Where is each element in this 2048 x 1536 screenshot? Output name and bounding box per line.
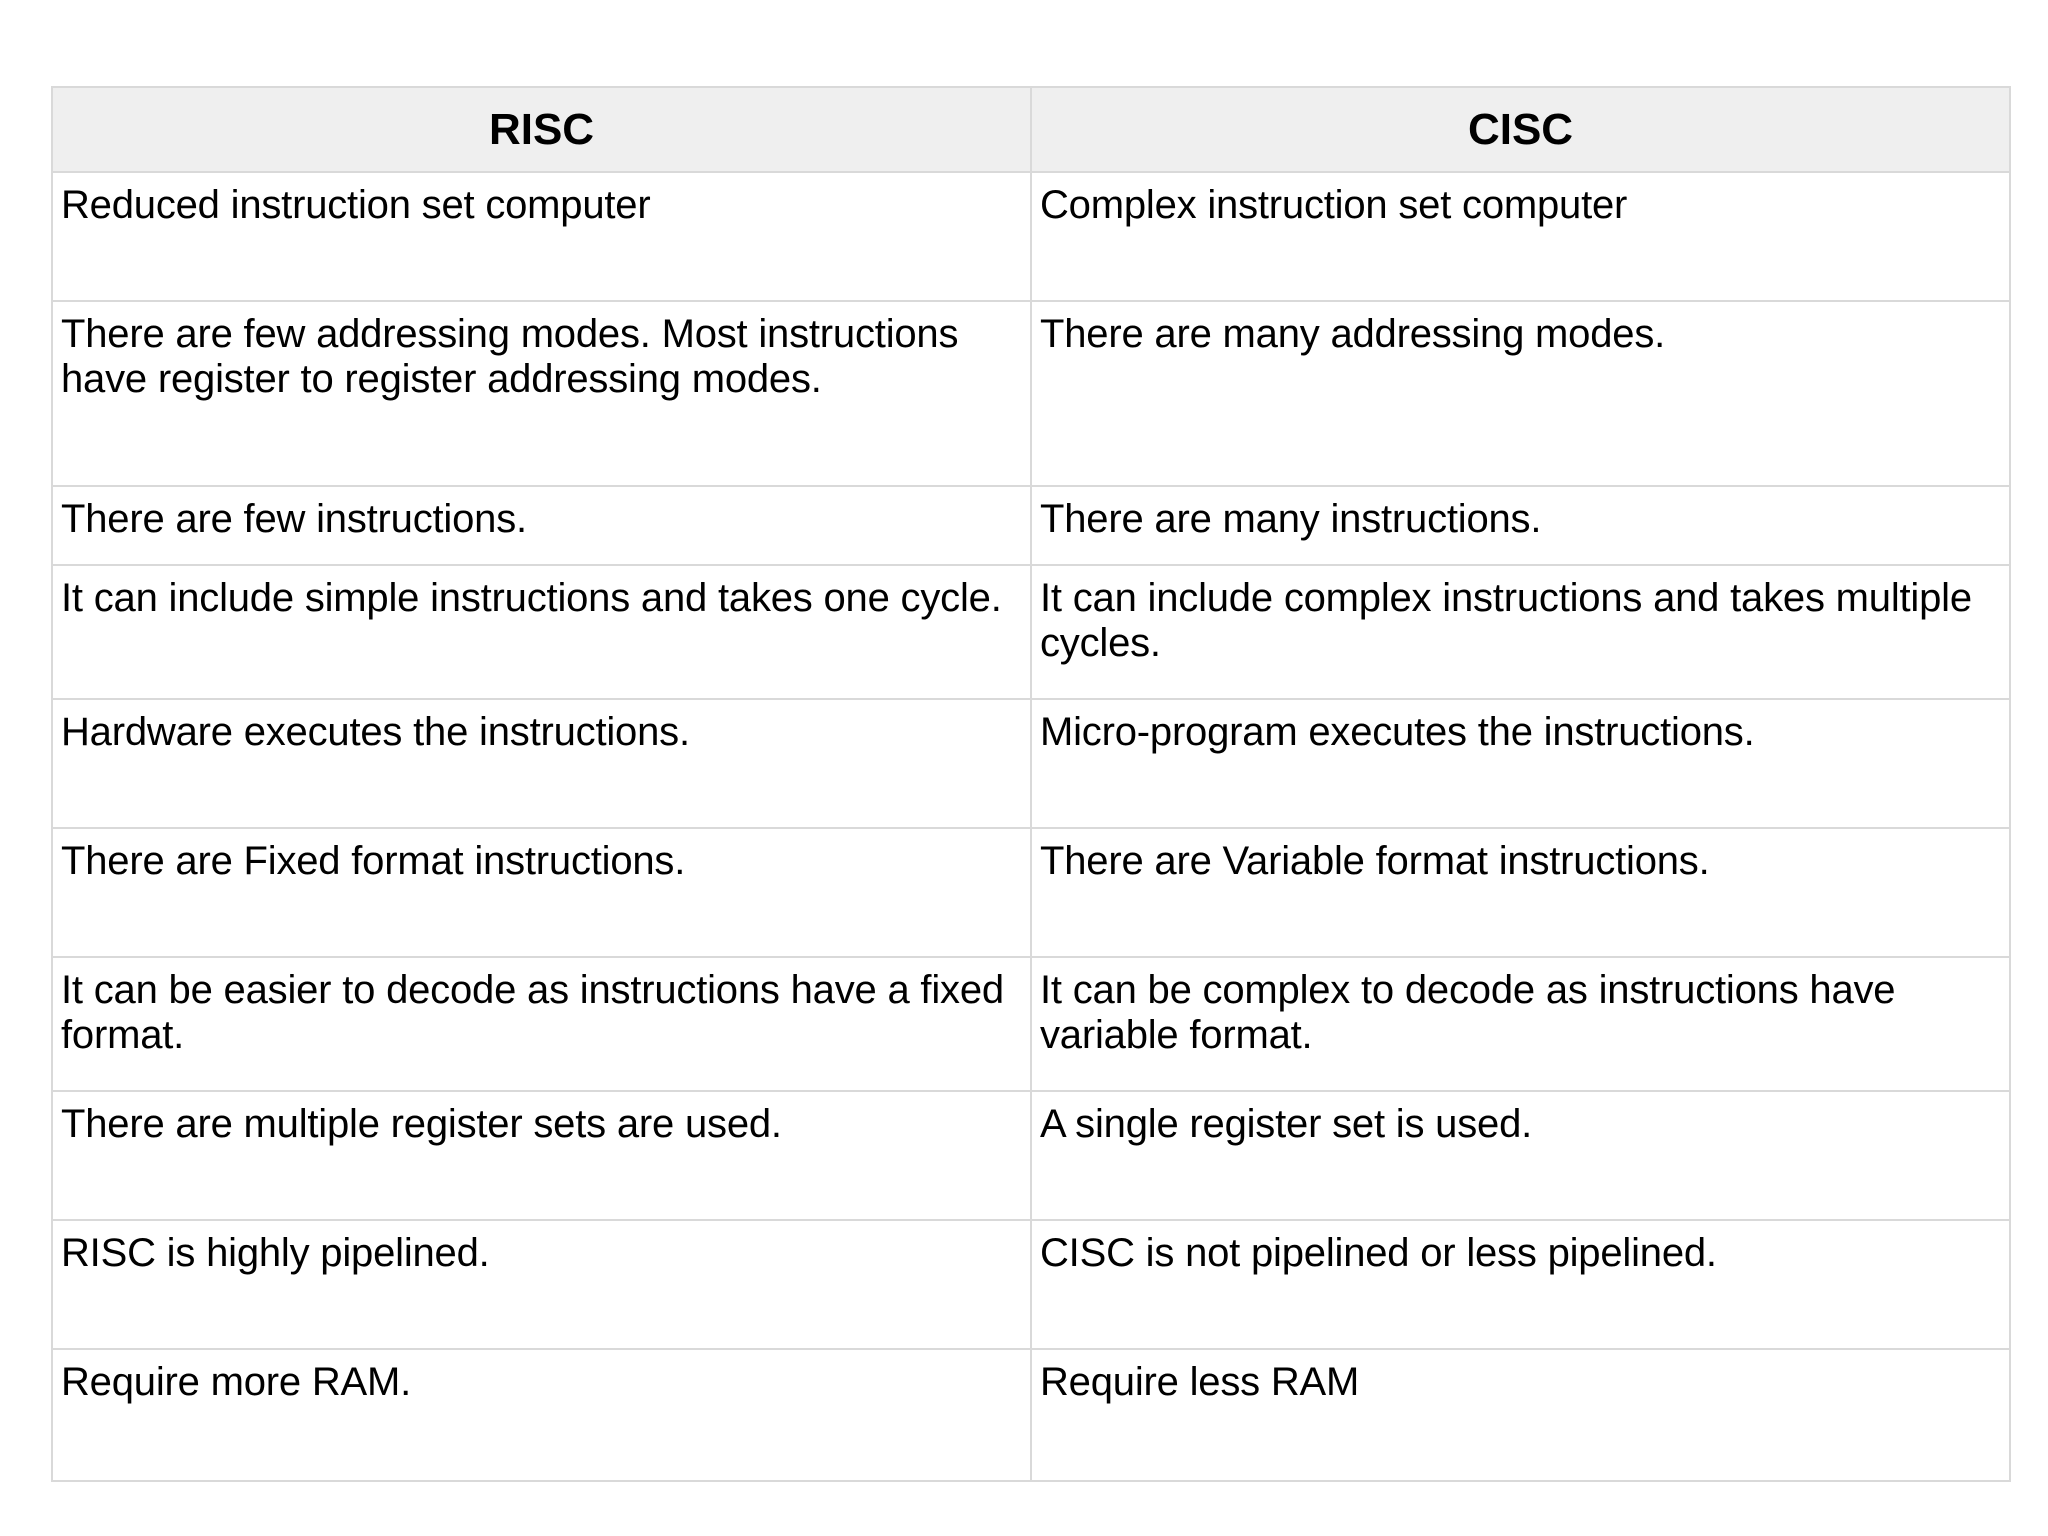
table-row bbox=[52, 957, 2010, 1091]
risc-cisc-comparison-table bbox=[51, 86, 2011, 1482]
table-row bbox=[52, 172, 2010, 301]
risc-cell: Hardware executes the instructions. bbox=[52, 699, 1031, 828]
risc-cell: There are Fixed format instructions. bbox=[52, 828, 1031, 957]
risc-cell: Require more RAM. bbox=[52, 1349, 1031, 1481]
table-row bbox=[52, 301, 2010, 486]
cisc-cell: It can be complex to decode as instructions have variable format. bbox=[1031, 957, 2010, 1091]
header-risc: RISC bbox=[52, 87, 1031, 172]
risc-cell: It can include simple instructions and takes one cycle. bbox=[52, 565, 1031, 699]
cisc-cell: There are Variable format instructions. bbox=[1031, 828, 2010, 957]
risc-cell: There are few addressing modes. Most instructions have register to register addressing modes. bbox=[52, 301, 1031, 486]
table-row bbox=[52, 699, 2010, 828]
cisc-cell: Require less RAM bbox=[1031, 1349, 2010, 1481]
header-cisc: CISC bbox=[1031, 87, 2010, 172]
table-row bbox=[52, 486, 2010, 565]
table-row bbox=[52, 1349, 2010, 1481]
cisc-cell: A single register set is used. bbox=[1031, 1091, 2010, 1220]
table-row bbox=[52, 1220, 2010, 1349]
risc-cell: Reduced instruction set computer bbox=[52, 172, 1031, 301]
cisc-cell: CISC is not pipelined or less pipelined. bbox=[1031, 1220, 2010, 1349]
cisc-cell: Micro-program executes the instructions. bbox=[1031, 699, 2010, 828]
risc-cell: There are multiple register sets are used. bbox=[52, 1091, 1031, 1220]
cisc-cell: Complex instruction set computer bbox=[1031, 172, 2010, 301]
table-header-row bbox=[52, 87, 2010, 172]
cisc-cell: It can include complex instructions and takes multiple cycles. bbox=[1031, 565, 2010, 699]
risc-cell: RISC is highly pipelined. bbox=[52, 1220, 1031, 1349]
table-row bbox=[52, 565, 2010, 699]
cisc-cell: There are many addressing modes. bbox=[1031, 301, 2010, 486]
risc-cell: It can be easier to decode as instructions have a fixed format. bbox=[52, 957, 1031, 1091]
table-row bbox=[52, 1091, 2010, 1220]
table-row bbox=[52, 828, 2010, 957]
risc-cell: There are few instructions. bbox=[52, 486, 1031, 565]
cisc-cell: There are many instructions. bbox=[1031, 486, 2010, 565]
